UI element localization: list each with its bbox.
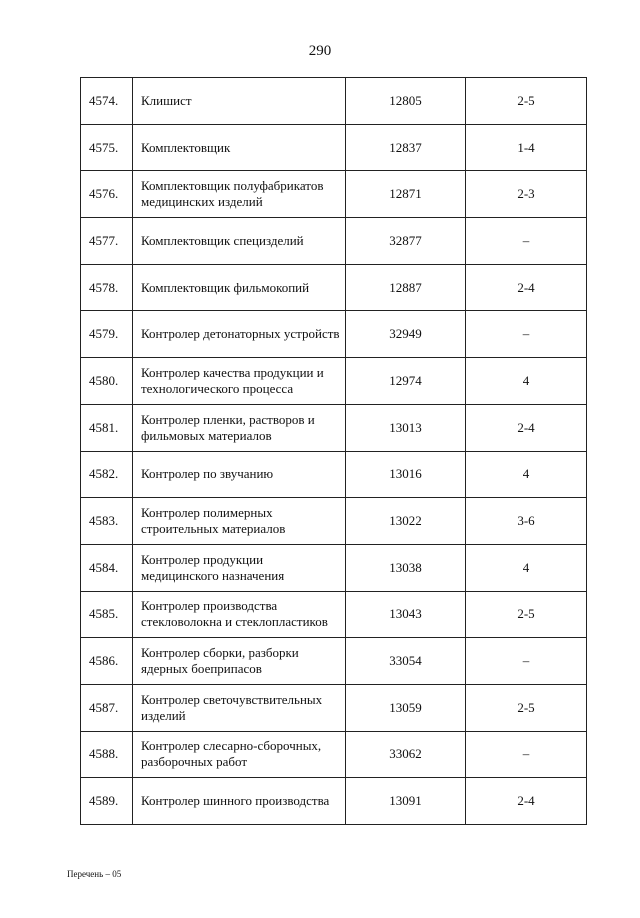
grade-range: 2-4 (466, 778, 587, 825)
profession-code: 12805 (346, 78, 466, 125)
row-number: 4581. (81, 404, 133, 451)
table-row (81, 498, 587, 545)
profession-code: 33054 (346, 638, 466, 685)
footer-label: Перечень – 05 (67, 869, 122, 879)
table-row (81, 264, 587, 311)
table-row (81, 404, 587, 451)
table-row (81, 171, 587, 218)
profession-code: 12887 (346, 264, 466, 311)
profession-table (80, 77, 587, 825)
table-row (81, 451, 587, 498)
row-number: 4577. (81, 218, 133, 265)
grade-range: – (466, 731, 587, 778)
row-number: 4589. (81, 778, 133, 825)
table-row (81, 124, 587, 171)
profession-name: Контролер продукции медицинского назначения (133, 544, 346, 591)
row-number: 4582. (81, 451, 133, 498)
profession-name: Контролер шинного производства (133, 778, 346, 825)
grade-range: 4 (466, 451, 587, 498)
profession-name: Контролер светочувствительных изделий (133, 684, 346, 731)
table-row (81, 311, 587, 358)
profession-code: 32949 (346, 311, 466, 358)
grade-range: 4 (466, 358, 587, 405)
profession-code: 33062 (346, 731, 466, 778)
grade-range: 4 (466, 544, 587, 591)
row-number: 4580. (81, 358, 133, 405)
profession-name: Комплектовщик (133, 124, 346, 171)
row-number: 4575. (81, 124, 133, 171)
row-number: 4585. (81, 591, 133, 638)
table-row (81, 778, 587, 825)
table-row (81, 731, 587, 778)
profession-name: Комплектовщик полуфабрикатов медицинских изделий (133, 171, 346, 218)
profession-code: 13043 (346, 591, 466, 638)
grade-range: 2-3 (466, 171, 587, 218)
profession-name: Комплектовщик фильмокопий (133, 264, 346, 311)
profession-name: Контролер по звучанию (133, 451, 346, 498)
row-number: 4584. (81, 544, 133, 591)
profession-name: Комплектовщик специзделий (133, 218, 346, 265)
grade-range: – (466, 311, 587, 358)
profession-code: 13022 (346, 498, 466, 545)
grade-range: 2-4 (466, 404, 587, 451)
profession-name: Контролер сборки, разборки ядерных боеприпасов (133, 638, 346, 685)
table-row (81, 638, 587, 685)
profession-code: 12871 (346, 171, 466, 218)
table-row (81, 78, 587, 125)
row-number: 4586. (81, 638, 133, 685)
profession-name: Контролер слесарно-сборочных, разборочных работ (133, 731, 346, 778)
profession-name: Контролер производства стекловолокна и стеклопластиков (133, 591, 346, 638)
profession-code: 13013 (346, 404, 466, 451)
row-number: 4587. (81, 684, 133, 731)
page-number: 290 (308, 43, 332, 59)
row-number: 4579. (81, 311, 133, 358)
table-row (81, 591, 587, 638)
grade-range: 2-4 (466, 264, 587, 311)
profession-code: 13016 (346, 451, 466, 498)
table-row (81, 358, 587, 405)
profession-code: 13038 (346, 544, 466, 591)
row-number: 4583. (81, 498, 133, 545)
row-number: 4574. (81, 78, 133, 125)
grade-range: – (466, 218, 587, 265)
table-row (81, 684, 587, 731)
grade-range: 2-5 (466, 684, 587, 731)
grade-range: 1-4 (466, 124, 587, 171)
profession-code: 13091 (346, 778, 466, 825)
row-number: 4576. (81, 171, 133, 218)
profession-name: Контролер полимерных строительных материалов (133, 498, 346, 545)
profession-name: Клишист (133, 78, 346, 125)
profession-code: 32877 (346, 218, 466, 265)
row-number: 4588. (81, 731, 133, 778)
profession-name: Контролер пленки, растворов и фильмовых материалов (133, 404, 346, 451)
profession-name: Контролер детонаторных устройств (133, 311, 346, 358)
profession-code: 12837 (346, 124, 466, 171)
grade-range: 3-6 (466, 498, 587, 545)
table-body (81, 78, 587, 825)
grade-range: – (466, 638, 587, 685)
row-number: 4578. (81, 264, 133, 311)
profession-code: 12974 (346, 358, 466, 405)
profession-code: 13059 (346, 684, 466, 731)
table-row (81, 544, 587, 591)
profession-name: Контролер качества продукции и технологического процесса (133, 358, 346, 405)
table-row (81, 218, 587, 265)
grade-range: 2-5 (466, 591, 587, 638)
grade-range: 2-5 (466, 78, 587, 125)
